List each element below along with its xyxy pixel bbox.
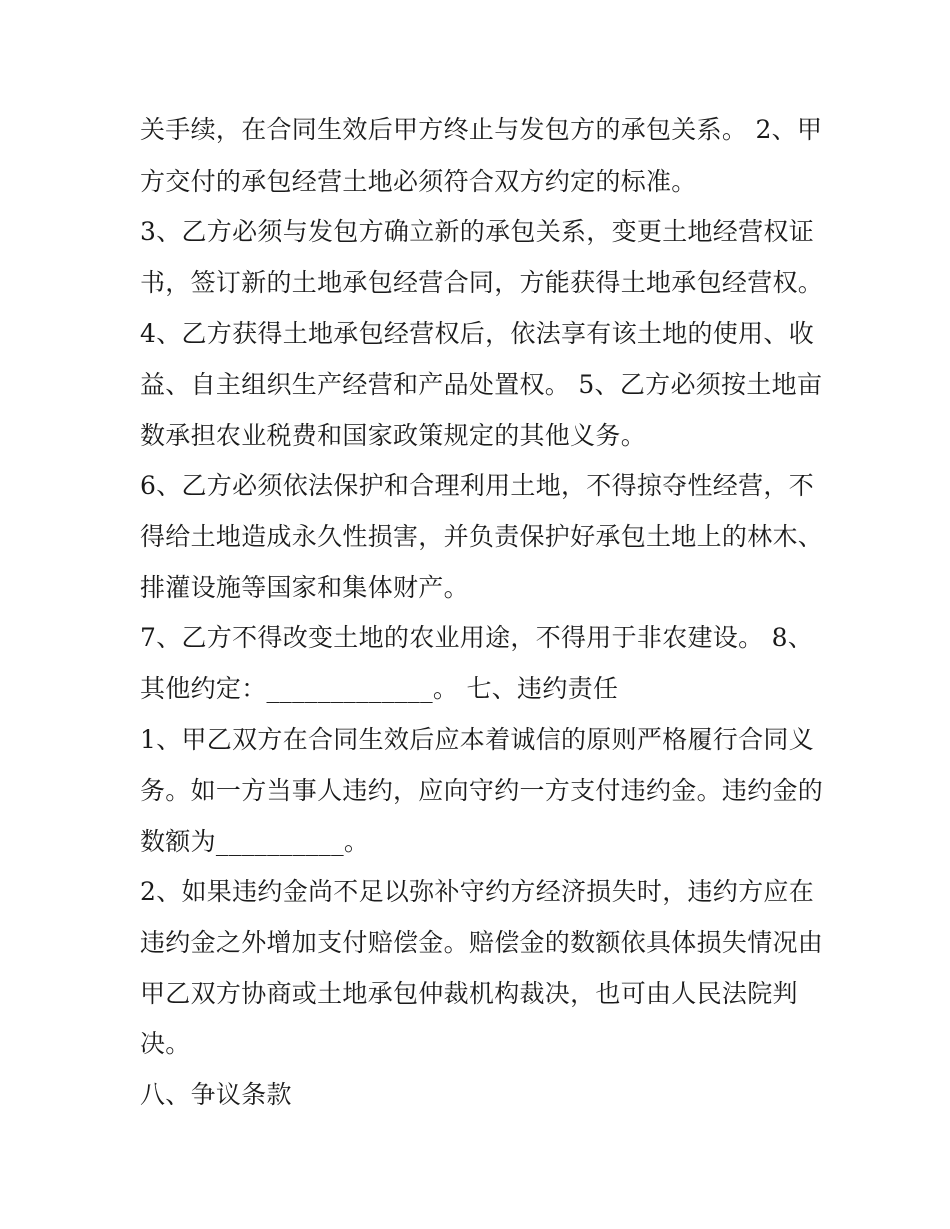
text-line: 书，签订新的土地承包经营合同，方能获得土地承包经营权。 bbox=[140, 268, 824, 297]
text-line: 违约金之外增加支付赔偿金。赔偿金的数额依具体损失情况由 bbox=[140, 928, 824, 957]
text-line: 方交付的承包经营土地必须符合双方约定的标准。 bbox=[140, 167, 697, 196]
text-line: 6、乙方必须依法保护和合理利用土地，不得掠夺性经营，不 bbox=[140, 471, 815, 500]
text-line: 益、自主组织生产经营和产品处置权。 5、乙方必须按土地亩 bbox=[140, 370, 823, 399]
text-line: 3、乙方必须与发包方确立新的承包关系，变更土地经营权证 bbox=[140, 217, 815, 246]
text-line: 7、乙方不得改变土地的农业用途，不得用于非农建设。 8、 bbox=[140, 623, 814, 652]
text-line: 数额为__________。 bbox=[140, 827, 370, 856]
section-heading: 八、争议条款 bbox=[140, 1080, 292, 1109]
text-line: 2、如果违约金尚不足以弥补守约方经济损失时，违约方应在 bbox=[140, 877, 815, 906]
text-line: 甲乙双方协商或土地承包仲裁机构裁决，也可由人民法院判 bbox=[140, 979, 798, 1008]
text-line: 务。如一方当事人违约，应向守约一方支付违约金。违约金的 bbox=[140, 776, 824, 805]
text-line: 数承担农业税费和国家政策规定的其他义务。 bbox=[140, 421, 647, 450]
text-line: 排灌设施等国家和集体财产。 bbox=[140, 573, 469, 602]
text-line: 关手续，在合同生效后甲方终止与发包方的承包关系。 2、甲 bbox=[140, 115, 823, 144]
text-line: 4、乙方获得土地承包经营权后，依法享有该土地的使用、收 bbox=[140, 319, 815, 348]
text-line: 得给土地造成永久性损害，并负责保护好承包土地上的林木、 bbox=[140, 522, 824, 551]
text-line: 1、甲乙双方在合同生效后应本着诚信的原则严格履行合同义 bbox=[140, 725, 815, 754]
text-line: 决。 bbox=[140, 1029, 191, 1058]
text-line: 其他约定：_____________。 七、违约责任 bbox=[140, 674, 619, 703]
